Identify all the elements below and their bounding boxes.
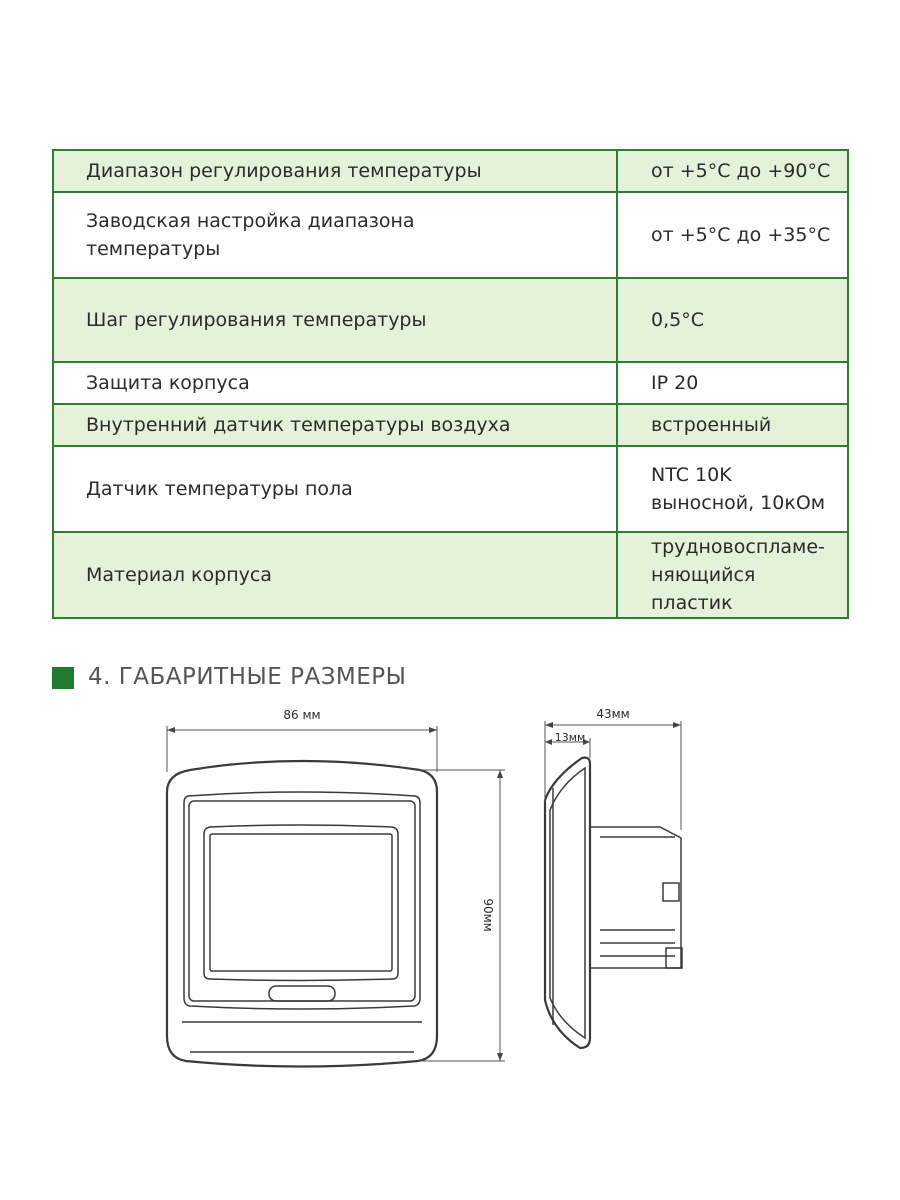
depth-label: 43мм [596, 707, 630, 721]
width-label: 86 мм [283, 708, 321, 722]
table-row [53, 150, 848, 192]
param-cell: Внутренний датчик температуры воздуха [53, 404, 617, 446]
table-row [53, 192, 848, 278]
table-row [53, 532, 848, 618]
value-cell: от +5°С до +35°С [617, 192, 848, 278]
front-view [167, 761, 437, 1067]
section-title: 4. ГАБАРИТНЫЕ РАЗМЕРЫ [88, 664, 407, 690]
param-cell: Диапазон регулирования температуры [53, 150, 617, 192]
spec-table [52, 149, 849, 619]
param-cell: Заводская настройка диапазона температуры [53, 192, 617, 278]
side-view [545, 758, 682, 1048]
table-row [53, 446, 848, 532]
table-row [53, 404, 848, 446]
table-row [53, 362, 848, 404]
value-cell: IP 20 [617, 362, 848, 404]
value-cell: NTC 10K выносной, 10кОм [617, 446, 848, 532]
value-cell: встроенный [617, 404, 848, 446]
section-marker-icon [52, 667, 74, 689]
height-label: 90мм [481, 898, 495, 932]
value-cell: от +5°С до +90°С [617, 150, 848, 192]
value-cell: трудновоспламе-няющийся пластик [617, 532, 848, 618]
dimension-drawing [0, 700, 900, 1110]
param-cell: Шаг регулирования температуры [53, 278, 617, 362]
dimension-arrows [167, 722, 681, 1061]
param-cell: Датчик температуры пола [53, 446, 617, 532]
table-row [53, 278, 848, 362]
param-cell: Материал корпуса [53, 532, 617, 618]
value-cell: 0,5°С [617, 278, 848, 362]
param-cell: Защита корпуса [53, 362, 617, 404]
frame-depth-label: 13мм [554, 731, 586, 744]
